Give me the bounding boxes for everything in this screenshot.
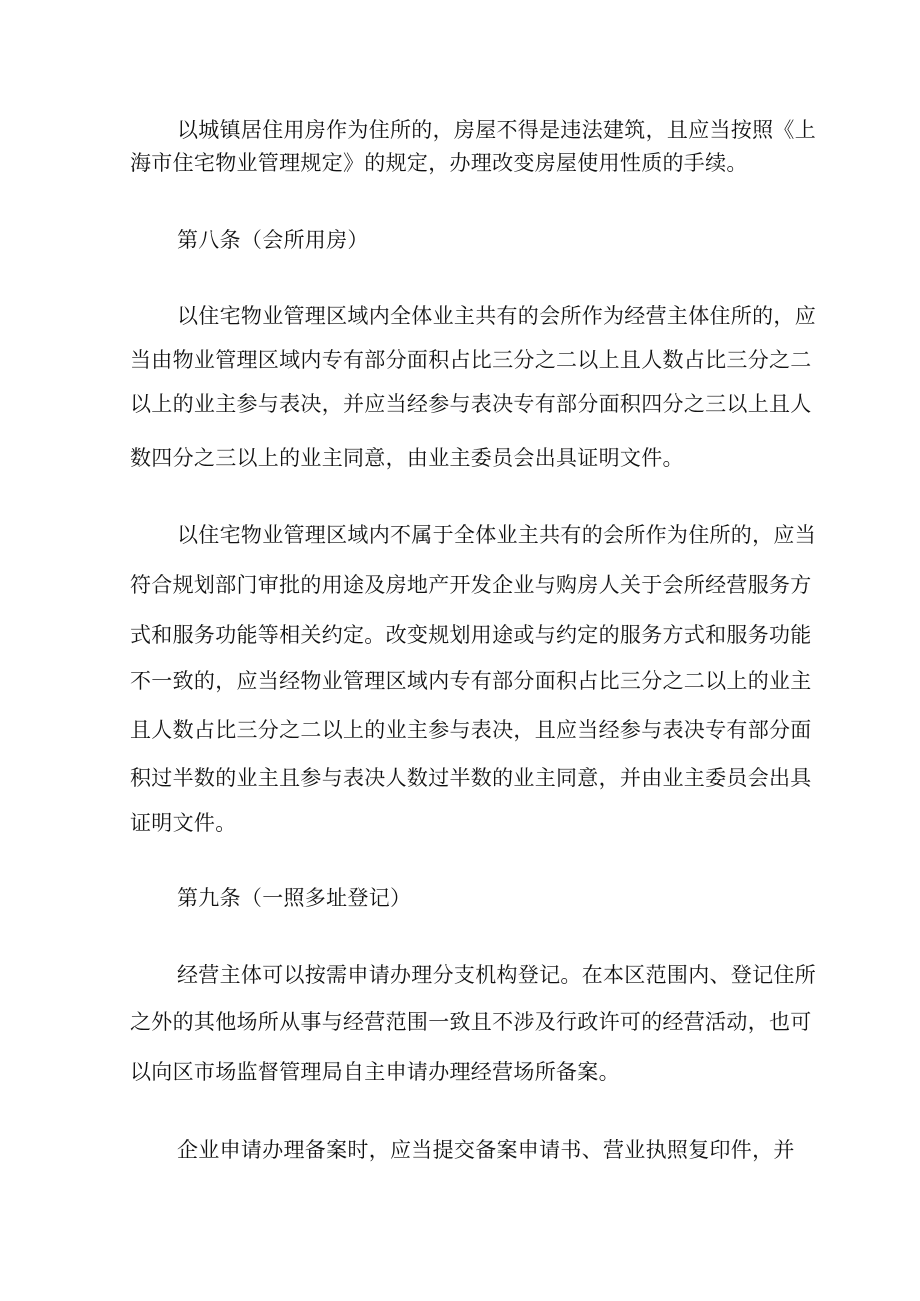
paragraph-line: 以上的业主参与表决，并应当经参与表决专有部分面积四分之三以上且人 xyxy=(130,392,812,416)
paragraph-line: 符合规划部门审批的用途及房地产开发企业与购房人关于会所经营服务方 xyxy=(130,573,812,597)
paragraph-line: 以住宅物业管理区域内全体业主共有的会所作为经营主体住所的，应 xyxy=(177,304,816,328)
paragraph-line: 海市住宅物业管理规定》的规定，办理改变房屋使用性质的手续。 xyxy=(130,151,748,175)
paragraph-line: 以向区市场监督管理局自主申请办理经营场所备案。 xyxy=(130,1060,620,1084)
paragraph-line: 以城镇居住用房作为住所的，房屋不得是违法建筑，且应当按照《上 xyxy=(177,118,816,142)
paragraph-line: 不一致的，应当经物业管理区域内专有部分面积占比三分之二以上的业主 xyxy=(130,669,812,693)
paragraph-line: 之外的其他场所从事与经营范围一致且不涉及行政许可的经营活动，也可 xyxy=(130,1010,812,1034)
paragraph-line: 式和服务功能等相关约定。改变规划用途或与约定的服务方式和服务功能 xyxy=(130,623,812,647)
paragraph-line: 积过半数的业主且参与表决人数过半数的业主同意，并由业主委员会出具 xyxy=(130,766,812,790)
paragraph-line: 证明文件。 xyxy=(130,811,237,835)
paragraph-line: 经营主体可以按需申请办理分支机构登记。在本区范围内、登记住所 xyxy=(177,963,816,987)
paragraph-line: 以住宅物业管理区域内不属于全体业主共有的会所作为住所的，应当 xyxy=(177,523,816,547)
paragraph-line: 企业申请办理备案时，应当提交备案申请书、营业执照复印件，并 xyxy=(177,1138,795,1162)
article-heading: 第八条（会所用房） xyxy=(177,228,369,252)
paragraph-line: 且人数占比三分之二以上的业主参与表决，且应当经参与表决专有部分面 xyxy=(130,718,812,742)
paragraph-line: 当由物业管理区域内专有部分面积占比三分之二以上且人数占比三分之二 xyxy=(130,348,812,372)
paragraph-line: 数四分之三以上的业主同意，由业主委员会出具证明文件。 xyxy=(130,446,684,470)
article-heading: 第九条（一照多址登记） xyxy=(177,886,412,910)
